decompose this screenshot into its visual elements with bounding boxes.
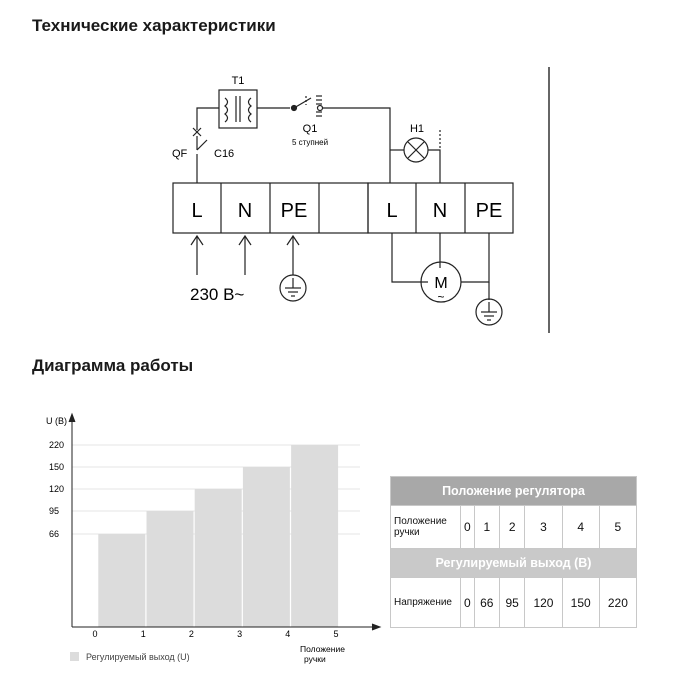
label-qf: QF (172, 148, 188, 160)
table-header-output: Регулируемый выход (В) (391, 549, 637, 578)
label-q1-steps: 5 ступней (291, 138, 329, 147)
breaker-switch (197, 140, 207, 150)
bar (243, 467, 290, 627)
y-tick-label: 120 (49, 484, 65, 494)
voltage-cell: 95 (499, 578, 524, 628)
terminal-n-out: N (432, 200, 448, 222)
x-tick-label: 2 (188, 629, 194, 639)
terminal-pe-out: PE (475, 200, 503, 222)
table-row (391, 578, 637, 628)
bar (98, 534, 145, 627)
y-tick-label: 95 (49, 506, 60, 516)
y-tick-label: 150 (49, 462, 65, 472)
row-label-position: Положение ручки (391, 506, 461, 549)
chart-ylabel: U (В) (46, 416, 67, 426)
bar (195, 489, 242, 627)
legend-swatch (70, 652, 79, 661)
position-cell: 4 (562, 506, 599, 549)
voltage-cell: 120 (525, 578, 562, 628)
row-label-voltage: Напряжение (391, 578, 461, 628)
label-t1: T1 (231, 75, 245, 87)
position-cell: 1 (474, 506, 499, 549)
position-cell: 3 (525, 506, 562, 549)
legend-label: Регулируемый выход (U) (86, 652, 190, 662)
transformer-icon (219, 90, 257, 128)
voltage-cell: 150 (562, 578, 599, 628)
regulator-table (390, 476, 637, 628)
table-row (391, 506, 637, 549)
terminal-l: L (191, 200, 203, 222)
voltage-cell: 66 (474, 578, 499, 628)
terminal-l-out: L (386, 200, 398, 222)
diagram-title: Диаграмма работы (32, 356, 194, 375)
label-q1: Q1 (302, 123, 318, 135)
chart-xlabel: Положение ручки (300, 644, 345, 664)
x-tick-label: 1 (140, 629, 146, 639)
x-tick-label: 0 (92, 629, 98, 639)
x-tick-label: 5 (333, 629, 339, 639)
label-supply: 230 В~ (190, 285, 245, 304)
bar (147, 511, 194, 627)
position-cell: 0 (461, 506, 475, 549)
position-cell: 5 (599, 506, 636, 549)
terminal-n: N (237, 200, 253, 222)
label-motor: M (434, 275, 448, 292)
voltage-cell: 220 (599, 578, 636, 628)
terminal-pe: PE (280, 200, 308, 222)
label-h1: H1 (409, 123, 425, 135)
voltage-cell: 0 (461, 578, 475, 628)
position-cell: 2 (499, 506, 524, 549)
voltage-bar-chart (46, 414, 380, 664)
table-header: Положение регулятора (391, 477, 637, 506)
label-c16: C16 (214, 148, 235, 160)
switch-q1-icon (294, 98, 311, 108)
label-motor-symbol: ~ (437, 290, 445, 304)
specs-title: Технические характеристики (32, 16, 276, 35)
bar (291, 445, 338, 627)
x-tick-label: 3 (237, 629, 243, 639)
x-tick-label: 4 (285, 629, 291, 639)
y-tick-label: 220 (49, 440, 65, 450)
y-tick-label: 66 (49, 529, 60, 539)
